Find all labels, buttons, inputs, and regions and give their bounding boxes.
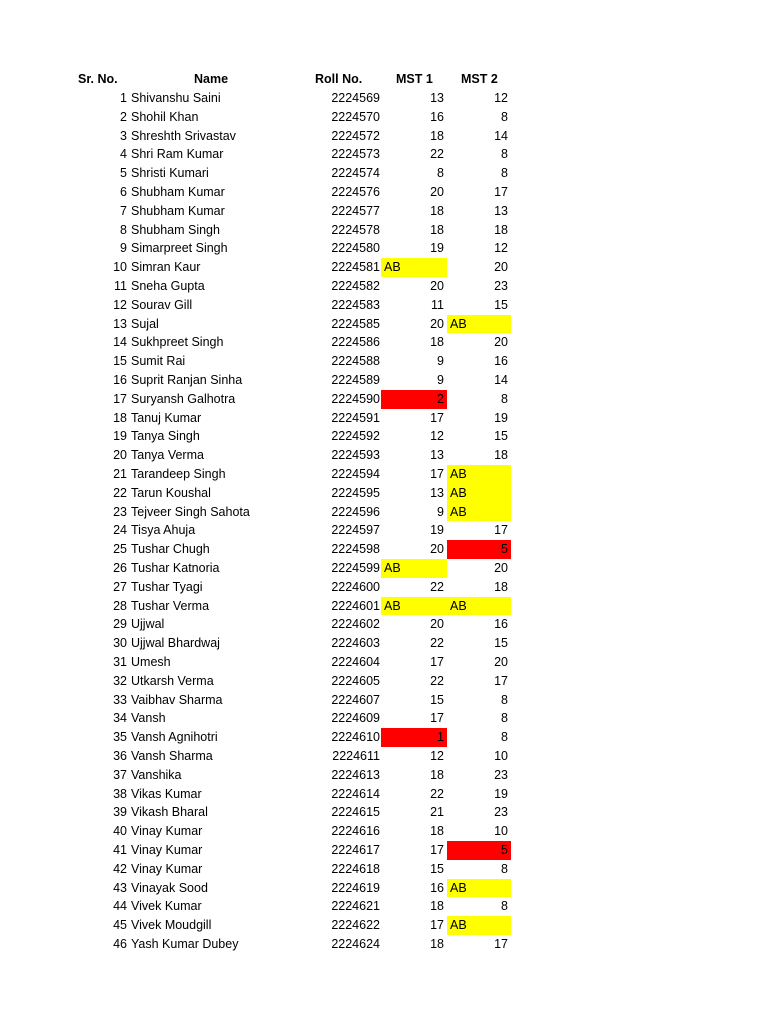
- name-cell: Tarun Koushal: [131, 485, 211, 500]
- name-cell: Suprit Ranjan Sinha: [131, 373, 243, 387]
- name-cell: Tushar Verma: [131, 598, 210, 613]
- roll-no-cell: 2224613: [331, 767, 380, 782]
- roll-no-cell: 2224603: [331, 636, 380, 651]
- name-cell: Vinay Kumar: [131, 824, 203, 839]
- mst2-cell: AB: [447, 503, 511, 522]
- roll-no-cell: 2224605: [331, 673, 380, 688]
- sr-no-cell: 26: [113, 561, 127, 575]
- mst2-cell: 8: [501, 109, 508, 124]
- roll-no-cell: 2224576: [331, 185, 380, 199]
- header-mst-1: MST 1: [396, 72, 433, 86]
- name-cell: Vaibhav Sharma: [131, 692, 223, 707]
- mst1-cell: 9: [437, 373, 444, 387]
- sr-no-cell: 25: [113, 542, 127, 557]
- mst2-cell: 5: [447, 540, 511, 559]
- table-row: [0, 183, 768, 202]
- name-cell: Shubham Kumar: [131, 203, 225, 218]
- mst1-cell: 17: [430, 655, 444, 669]
- mst2-cell: AB: [447, 465, 511, 484]
- sr-no-cell: 31: [113, 655, 127, 669]
- roll-no-cell: 2224593: [331, 448, 380, 463]
- name-cell: Shivanshu Saini: [131, 91, 221, 105]
- mst1-cell: 20: [430, 316, 444, 331]
- mst1-cell: 20: [430, 617, 444, 632]
- name-cell: Vansh: [131, 711, 166, 726]
- sr-no-cell: 4: [120, 147, 127, 162]
- table-row: [0, 315, 768, 334]
- table-row: [0, 803, 768, 822]
- table-row: [0, 89, 768, 108]
- mst2-cell: 17: [494, 937, 508, 951]
- mst2-cell: 17: [494, 185, 508, 199]
- name-cell: Vivek Kumar: [131, 899, 202, 914]
- name-cell: Tisya Ahuja: [131, 523, 196, 538]
- table-row: [0, 296, 768, 315]
- mst2-cell: 14: [494, 373, 508, 387]
- roll-no-cell: 2224604: [331, 655, 380, 669]
- mst1-cell: 17: [430, 410, 444, 425]
- roll-no-cell: 2224609: [331, 711, 380, 726]
- mst1-cell: 13: [430, 485, 444, 500]
- mst1-cell: 18: [430, 937, 444, 951]
- mst2-cell: AB: [447, 597, 511, 616]
- table-row: [0, 164, 768, 183]
- mst1-cell: AB: [381, 258, 447, 277]
- roll-no-cell: 2224614: [331, 786, 380, 801]
- mst1-cell: AB: [381, 597, 447, 616]
- name-cell: Vanshika: [131, 767, 182, 782]
- sr-no-cell: 36: [113, 749, 127, 763]
- sr-no-cell: 24: [113, 523, 127, 538]
- sr-no-cell: 27: [113, 579, 127, 594]
- sr-no-cell: 23: [113, 504, 127, 519]
- table-row: [0, 747, 768, 766]
- mst2-cell: 12: [494, 91, 508, 105]
- name-cell: Tanya Verma: [131, 448, 204, 463]
- table-row: [0, 427, 768, 446]
- sr-no-cell: 10: [113, 260, 127, 275]
- name-cell: Tushar Chugh: [131, 542, 210, 557]
- sr-no-cell: 41: [113, 843, 127, 857]
- sr-no-cell: 33: [113, 692, 127, 707]
- roll-no-cell: 2224588: [331, 354, 380, 369]
- table-row: [0, 822, 768, 841]
- roll-no-cell: 2224589: [331, 373, 380, 387]
- mst2-cell: AB: [447, 484, 511, 503]
- mst1-cell: 18: [430, 824, 444, 839]
- mst2-cell: 19: [494, 410, 508, 425]
- sr-no-cell: 46: [113, 937, 127, 951]
- sr-no-cell: 3: [120, 128, 127, 143]
- sr-no-cell: 19: [113, 429, 127, 444]
- mst2-cell: 16: [494, 617, 508, 632]
- mst2-cell: 23: [494, 805, 508, 820]
- roll-no-cell: 2224597: [331, 523, 380, 538]
- table-row: [0, 860, 768, 879]
- sr-no-cell: 39: [113, 805, 127, 820]
- mst2-cell: 10: [494, 824, 508, 839]
- table-row: [0, 897, 768, 916]
- sr-no-cell: 6: [120, 185, 127, 199]
- sr-no-cell: 7: [120, 203, 127, 218]
- name-cell: Sumit Rai: [131, 354, 186, 369]
- roll-no-cell: 2224622: [331, 918, 380, 933]
- roll-no-cell: 2224610: [331, 730, 380, 745]
- roll-no-cell: 2224583: [331, 297, 380, 312]
- table-row: [0, 202, 768, 221]
- name-cell: Shri Ram Kumar: [131, 147, 224, 162]
- table-row: [0, 691, 768, 710]
- mst1-cell: 16: [430, 109, 444, 124]
- name-cell: Shreshth Srivastav: [131, 128, 236, 143]
- mst1-cell: 19: [430, 241, 444, 256]
- mst2-cell: 8: [501, 147, 508, 162]
- mst2-cell: 18: [494, 448, 508, 463]
- sr-no-cell: 44: [113, 899, 127, 914]
- mst2-cell: 8: [501, 391, 508, 406]
- mst2-cell: 8: [501, 166, 508, 181]
- name-cell: Umesh: [131, 655, 171, 669]
- table-row: [0, 258, 768, 277]
- table-row: [0, 108, 768, 127]
- roll-no-cell: 2224577: [331, 203, 380, 218]
- mst2-cell: 23: [494, 279, 508, 293]
- table-row: [0, 578, 768, 597]
- mst1-cell: 20: [430, 279, 444, 293]
- mst1-cell: 9: [437, 354, 444, 369]
- roll-no-cell: 2224611: [332, 749, 380, 763]
- sr-no-cell: 22: [113, 485, 127, 500]
- mst1-cell: 18: [430, 899, 444, 914]
- table-row: [0, 841, 768, 860]
- name-cell: Tarandeep Singh: [131, 467, 226, 481]
- roll-no-cell: 2224586: [331, 335, 380, 350]
- mst2-cell: 17: [494, 523, 508, 538]
- sr-no-cell: 28: [113, 598, 127, 613]
- name-cell: Tanya Singh: [131, 429, 200, 444]
- table-row: [0, 446, 768, 465]
- table-row: [0, 239, 768, 258]
- roll-no-cell: 2224600: [331, 579, 380, 594]
- table-row: [0, 221, 768, 240]
- table-row: [0, 503, 768, 522]
- roll-no-cell: 2224573: [331, 147, 380, 162]
- name-cell: Simarpreet Singh: [131, 241, 228, 256]
- mst1-cell: AB: [381, 559, 447, 578]
- mst2-cell: 13: [494, 203, 508, 218]
- name-cell: Vansh Sharma: [131, 749, 213, 763]
- name-cell: Shubham Singh: [131, 222, 220, 237]
- mst2-cell: 5: [447, 841, 511, 860]
- table-row: [0, 540, 768, 559]
- mst1-cell: 19: [430, 523, 444, 538]
- mst1-cell: 22: [430, 786, 444, 801]
- mst2-cell: 19: [494, 786, 508, 801]
- table-row: [0, 521, 768, 540]
- name-cell: Simran Kaur: [131, 260, 201, 275]
- name-cell: Sujal: [131, 316, 159, 331]
- mst2-cell: 8: [501, 861, 508, 876]
- mst1-cell: 17: [430, 918, 444, 933]
- name-cell: Vikash Bharal: [131, 805, 208, 820]
- mst1-cell: 13: [430, 448, 444, 463]
- name-cell: Tanuj Kumar: [131, 410, 202, 425]
- mst2-cell: 8: [501, 730, 508, 745]
- sr-no-cell: 2: [120, 109, 127, 124]
- mst2-cell: AB: [447, 916, 511, 935]
- roll-no-cell: 2224599: [331, 561, 380, 575]
- name-cell: Vinayak Sood: [131, 880, 208, 895]
- table-row: [0, 145, 768, 164]
- mst2-cell: 10: [494, 749, 508, 763]
- table-row: [0, 371, 768, 390]
- sr-no-cell: 5: [120, 166, 127, 181]
- mst2-cell: AB: [447, 879, 511, 898]
- name-cell: Tushar Tyagi: [131, 579, 203, 594]
- mst1-cell: 15: [430, 692, 444, 707]
- mst2-cell: 12: [494, 241, 508, 256]
- table-row: [0, 333, 768, 352]
- name-cell: Ujjwal Bhardwaj: [131, 636, 220, 651]
- roll-no-cell: 2224591: [331, 410, 380, 425]
- mst1-cell: 22: [430, 673, 444, 688]
- roll-no-cell: 2224595: [331, 485, 380, 500]
- mst1-cell: 18: [430, 222, 444, 237]
- mst1-cell: 18: [430, 335, 444, 350]
- roll-no-cell: 2224581: [331, 260, 380, 275]
- name-cell: Sukhpreet Singh: [131, 335, 224, 350]
- table-row: [0, 879, 768, 898]
- mst1-cell: 2: [381, 390, 447, 409]
- roll-no-cell: 2224619: [331, 880, 380, 895]
- mst2-cell: 14: [494, 128, 508, 143]
- table-row: [0, 653, 768, 672]
- sr-no-cell: 21: [113, 467, 127, 481]
- table-row: [0, 352, 768, 371]
- mst1-cell: 12: [430, 749, 444, 763]
- name-cell: Shohil Khan: [131, 109, 199, 124]
- roll-no-cell: 2224624: [331, 937, 380, 951]
- mst2-cell: 20: [494, 561, 508, 575]
- header-roll-no: Roll No.: [315, 72, 363, 86]
- sr-no-cell: 32: [113, 673, 127, 688]
- roll-no-cell: 2224572: [331, 128, 380, 143]
- table-row: [0, 465, 768, 484]
- sr-no-cell: 35: [113, 730, 127, 745]
- name-cell: Vinay Kumar: [131, 861, 203, 876]
- name-cell: Tejveer Singh Sahota: [131, 504, 250, 519]
- name-cell: Yash Kumar Dubey: [131, 937, 239, 951]
- roll-no-cell: 2224602: [331, 617, 380, 632]
- mst1-cell: 22: [430, 636, 444, 651]
- sr-no-cell: 29: [113, 617, 127, 632]
- mst1-cell: 18: [430, 203, 444, 218]
- name-cell: Vansh Agnihotri: [131, 730, 218, 745]
- mst1-cell: 16: [430, 880, 444, 895]
- sr-no-cell: 16: [113, 373, 127, 387]
- name-cell: Vinay Kumar: [131, 843, 203, 857]
- mst1-cell: 8: [437, 166, 444, 181]
- mst1-cell: 20: [430, 185, 444, 199]
- sr-no-cell: 43: [113, 880, 127, 895]
- roll-no-cell: 2224578: [331, 222, 380, 237]
- table-row: [0, 785, 768, 804]
- sr-no-cell: 15: [113, 354, 127, 369]
- name-cell: Sourav Gill: [131, 297, 193, 312]
- table-row: [0, 615, 768, 634]
- roll-no-cell: 2224582: [331, 279, 380, 293]
- roll-no-cell: 2224574: [331, 166, 380, 181]
- table-row: [0, 127, 768, 146]
- mst2-cell: 16: [494, 354, 508, 369]
- mst2-cell: 15: [494, 429, 508, 444]
- mst1-cell: 18: [430, 767, 444, 782]
- mst2-cell: 20: [494, 335, 508, 350]
- name-cell: Utkarsh Verma: [131, 673, 214, 688]
- sr-no-cell: 38: [113, 786, 127, 801]
- sr-no-cell: 1: [120, 91, 127, 105]
- mst2-cell: 20: [494, 655, 508, 669]
- table-row: [0, 597, 768, 616]
- sr-no-cell: 30: [113, 636, 127, 651]
- table-row: [0, 484, 768, 503]
- mst2-cell: 18: [494, 222, 508, 237]
- table-row: [0, 409, 768, 428]
- mst1-cell: 18: [430, 128, 444, 143]
- roll-no-cell: 2224580: [331, 241, 380, 256]
- mst1-cell: 22: [430, 579, 444, 594]
- sr-no-cell: 18: [113, 410, 127, 425]
- name-cell: Sneha Gupta: [131, 279, 205, 293]
- roll-no-cell: 2224601: [331, 598, 380, 613]
- table-row: [0, 277, 768, 296]
- mst2-cell: 8: [501, 711, 508, 726]
- mst2-cell: 8: [501, 692, 508, 707]
- sr-no-cell: 9: [120, 241, 127, 256]
- table-row: [0, 634, 768, 653]
- mst2-cell: 23: [494, 767, 508, 782]
- table-row: [0, 390, 768, 409]
- mst1-cell: 12: [430, 429, 444, 444]
- roll-no-cell: 2224617: [331, 843, 380, 857]
- mst1-cell: 17: [430, 843, 444, 857]
- roll-no-cell: 2224585: [331, 316, 380, 331]
- roll-no-cell: 2224598: [331, 542, 380, 557]
- mst2-cell: 20: [494, 260, 508, 275]
- sr-no-cell: 20: [113, 448, 127, 463]
- roll-no-cell: 2224594: [331, 467, 380, 481]
- name-cell: Suryansh Galhotra: [131, 391, 236, 406]
- table-row: [0, 935, 768, 954]
- roll-no-cell: 2224621: [331, 899, 380, 914]
- mst2-cell: 18: [494, 579, 508, 594]
- roll-no-cell: 2224596: [331, 504, 380, 519]
- header-sr-no: Sr. No.: [78, 72, 118, 86]
- header-name: Name: [194, 72, 229, 86]
- mst1-cell: 21: [430, 805, 444, 820]
- mst1-cell: 9: [437, 504, 444, 519]
- sr-no-cell: 40: [113, 824, 127, 839]
- mst2-cell: 8: [501, 899, 508, 914]
- sr-no-cell: 34: [113, 711, 127, 726]
- roll-no-cell: 2224590: [331, 391, 380, 406]
- name-cell: Shubham Kumar: [131, 185, 225, 199]
- mst1-cell: 11: [431, 297, 444, 312]
- name-cell: Ujjwal: [131, 617, 165, 632]
- mst1-cell: 17: [430, 711, 444, 726]
- mst1-cell: 17: [430, 467, 444, 481]
- name-cell: Shristi Kumari: [131, 166, 209, 181]
- mst2-cell: 15: [494, 636, 508, 651]
- sr-no-cell: 8: [120, 222, 127, 237]
- header-mst-2: MST 2: [461, 72, 498, 86]
- mst2-cell: 17: [494, 673, 508, 688]
- mst1-cell: 22: [430, 147, 444, 162]
- table-row: [0, 766, 768, 785]
- mst2-cell: AB: [447, 315, 511, 334]
- mst1-cell: 1: [381, 728, 447, 747]
- table-row: [0, 728, 768, 747]
- sr-no-cell: 42: [113, 861, 127, 876]
- table-row: [0, 672, 768, 691]
- sr-no-cell: 17: [113, 391, 127, 406]
- sr-no-cell: 11: [114, 279, 127, 293]
- mst1-cell: 13: [430, 91, 444, 105]
- mst2-cell: 15: [494, 297, 508, 312]
- sr-no-cell: 12: [113, 297, 127, 312]
- table-row: [0, 916, 768, 935]
- mst1-cell: 15: [430, 861, 444, 876]
- sr-no-cell: 14: [113, 335, 127, 350]
- roll-no-cell: 2224616: [331, 824, 380, 839]
- roll-no-cell: 2224615: [331, 805, 380, 820]
- name-cell: Tushar Katnoria: [131, 561, 220, 575]
- mst1-cell: 20: [430, 542, 444, 557]
- roll-no-cell: 2224607: [331, 692, 380, 707]
- name-cell: Vikas Kumar: [131, 786, 202, 801]
- sr-no-cell: 13: [113, 316, 127, 331]
- roll-no-cell: 2224570: [331, 109, 380, 124]
- table-row: [0, 559, 768, 578]
- roll-no-cell: 2224569: [331, 91, 380, 105]
- table-row: [0, 709, 768, 728]
- roll-no-cell: 2224592: [331, 429, 380, 444]
- name-cell: Vivek Moudgill: [131, 918, 212, 933]
- sr-no-cell: 37: [113, 767, 127, 782]
- roll-no-cell: 2224618: [331, 861, 380, 876]
- sr-no-cell: 45: [113, 918, 127, 933]
